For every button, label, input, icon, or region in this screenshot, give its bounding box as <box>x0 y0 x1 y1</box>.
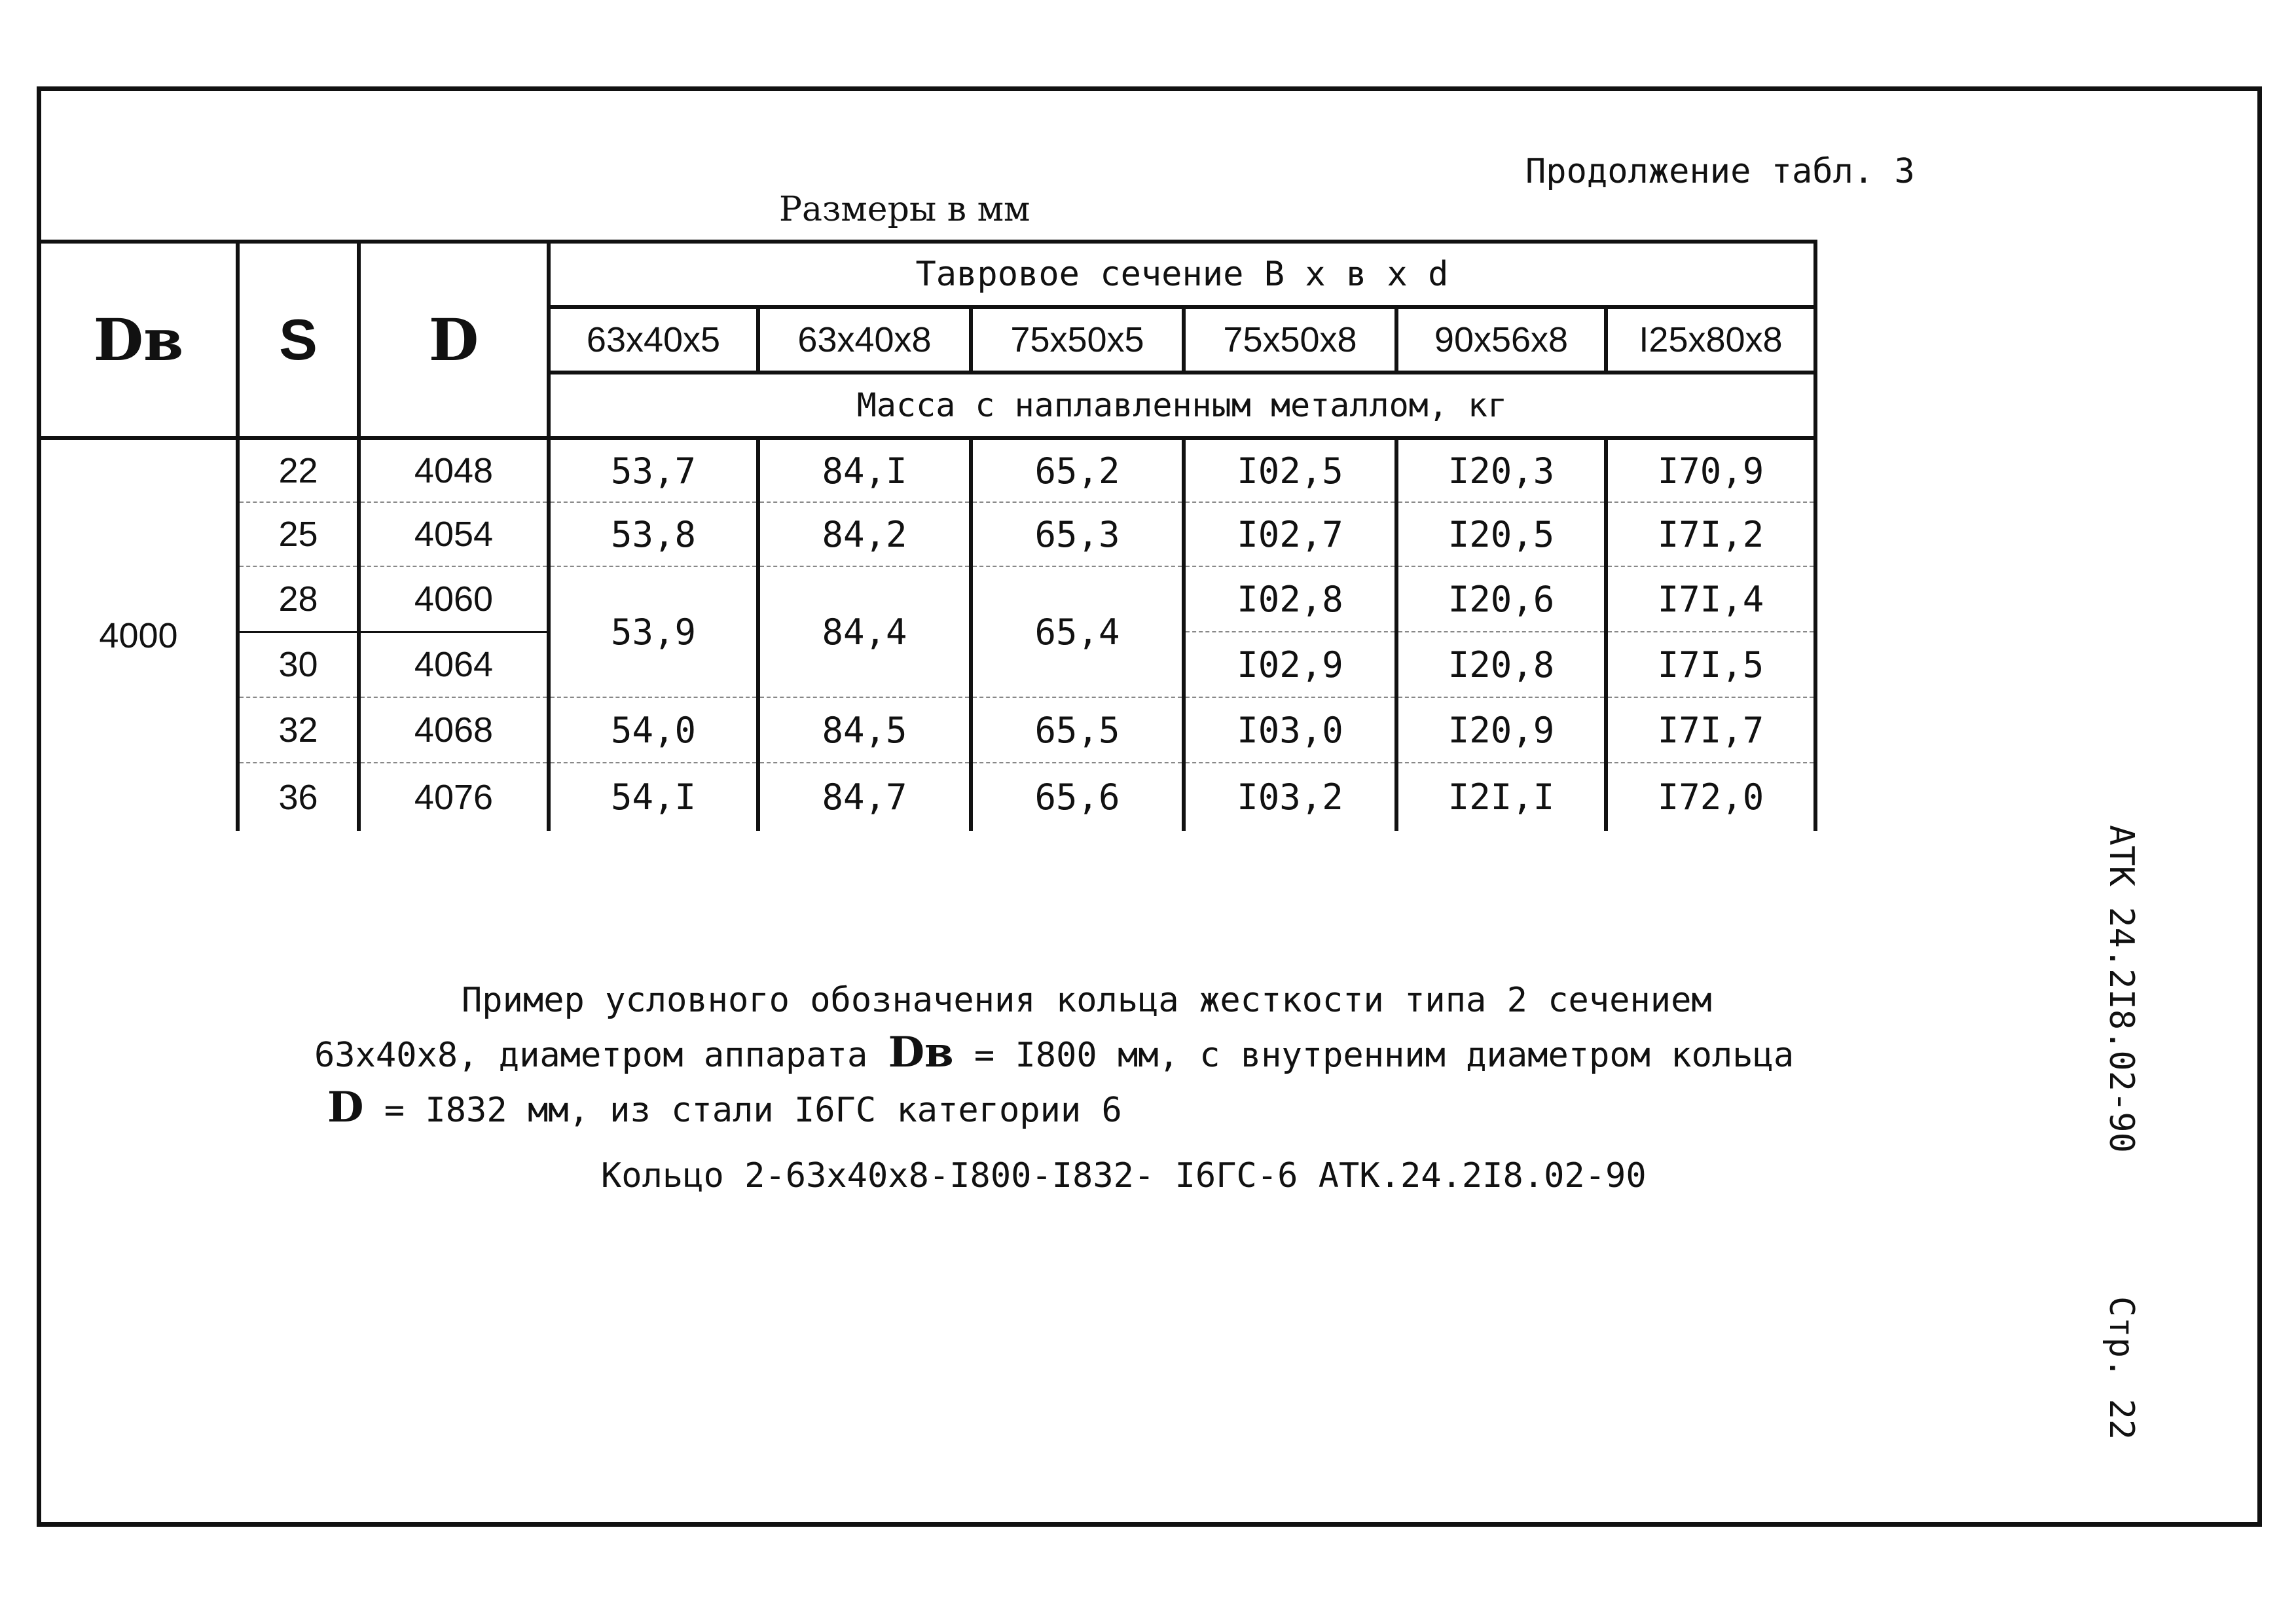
table-row <box>41 438 1815 502</box>
cell-mass: 65,6 <box>971 763 1184 831</box>
cell-mass: 84,2 <box>758 502 971 566</box>
cell-d: 4048 <box>359 438 549 502</box>
cell-mass: I70,9 <box>1606 438 1815 502</box>
section-header: 75x50x8 <box>1184 307 1396 373</box>
cell-mass: I20,3 <box>1396 438 1606 502</box>
cell-d: 4076 <box>359 763 549 831</box>
cell-mass: I20,9 <box>1396 697 1606 763</box>
cell-d: 4068 <box>359 697 549 763</box>
cell-s: 25 <box>238 502 359 566</box>
section-header: 63x40x5 <box>549 307 758 373</box>
cell-mass: 53,7 <box>549 438 758 502</box>
cell-mass-merged: 84,4 <box>758 566 971 697</box>
cell-s: 36 <box>238 763 359 831</box>
example-line-3 <box>314 1082 1794 1137</box>
cell-mass: I72,0 <box>1606 763 1815 831</box>
cell-mass: 65,5 <box>971 697 1184 763</box>
table-row <box>41 502 1815 566</box>
col-header-s: S <box>238 242 359 438</box>
table-row <box>41 697 1815 763</box>
mass-table <box>41 240 1817 831</box>
cell-mass: 53,8 <box>549 502 758 566</box>
designation-example <box>314 974 1794 1137</box>
section-header: 63x40x8 <box>758 307 971 373</box>
cell-mass: I02,5 <box>1184 438 1396 502</box>
units-label: Размеры в мм <box>779 190 1030 229</box>
table-row <box>41 566 1815 632</box>
cell-mass: I7I,2 <box>1606 502 1815 566</box>
cell-mass: 65,2 <box>971 438 1184 502</box>
section-header: 75x50x5 <box>971 307 1184 373</box>
example-line-1: Пример условного обозначения кольца жесткости типа 2 сечением <box>462 981 1712 1020</box>
cell-mass-merged: 53,9 <box>549 566 758 697</box>
section-header: 90x56x8 <box>1396 307 1606 373</box>
section-title: Тавровое сечение B x в x d <box>549 242 1815 307</box>
cell-mass: 84,5 <box>758 697 971 763</box>
cell-mass-merged: 65,4 <box>971 566 1184 697</box>
example-line-2-end: = I800 мм, с внутренним диаметром кольца <box>953 1036 1795 1075</box>
cell-mass: I7I,4 <box>1606 566 1815 632</box>
mass-label: Масса с наплавленным металлом, кг <box>549 373 1815 438</box>
cell-s: 28 <box>238 566 359 632</box>
cell-s: 30 <box>238 632 359 697</box>
cell-mass: I03,2 <box>1184 763 1396 831</box>
cell-mass: 54,0 <box>549 697 758 763</box>
cell-d: 4060 <box>359 566 549 632</box>
dv-value: 4000 <box>41 438 238 831</box>
cell-s: 22 <box>238 438 359 502</box>
col-header-dv: Dв <box>41 242 238 438</box>
cell-s: 32 <box>238 697 359 763</box>
table-continuation-label: Продолжение табл. 3 <box>1525 152 1915 191</box>
cell-d: 4064 <box>359 632 549 697</box>
cell-mass: I03,0 <box>1184 697 1396 763</box>
d-symbol: D <box>327 1083 364 1132</box>
cell-mass: 54,I <box>549 763 758 831</box>
cell-mass: I20,6 <box>1396 566 1606 632</box>
document-code: АТК 24.2I8.02-90 <box>2102 825 2141 1153</box>
example-line-3-end: = I832 мм, из стали I6ГС категории 6 <box>363 1091 1122 1130</box>
col-header-d: D <box>359 242 549 438</box>
section-header: I25x80x8 <box>1606 307 1815 373</box>
cell-mass: I7I,5 <box>1606 632 1815 697</box>
cell-mass: I02,9 <box>1184 632 1396 697</box>
example-line-2 <box>314 1027 1794 1082</box>
example-line-2-start: 63x40x8, диаметром аппарата <box>314 1036 888 1075</box>
dv-symbol: Dв <box>888 1028 954 1077</box>
cell-mass: I20,8 <box>1396 632 1606 697</box>
table-row <box>41 763 1815 831</box>
cell-mass: I20,5 <box>1396 502 1606 566</box>
cell-d: 4054 <box>359 502 549 566</box>
page-number: Стр. 22 <box>2102 1296 2141 1440</box>
cell-mass: I02,8 <box>1184 566 1396 632</box>
cell-mass: I2I,I <box>1396 763 1606 831</box>
cell-mass: 84,I <box>758 438 971 502</box>
ring-designation: Кольцо 2-63x40x8-I800-I832- I6ГС-6 АТК.24.2I8.02-90 <box>601 1156 1647 1195</box>
cell-mass: 65,3 <box>971 502 1184 566</box>
cell-mass: I02,7 <box>1184 502 1396 566</box>
cell-mass: 84,7 <box>758 763 971 831</box>
cell-mass: I7I,7 <box>1606 697 1815 763</box>
